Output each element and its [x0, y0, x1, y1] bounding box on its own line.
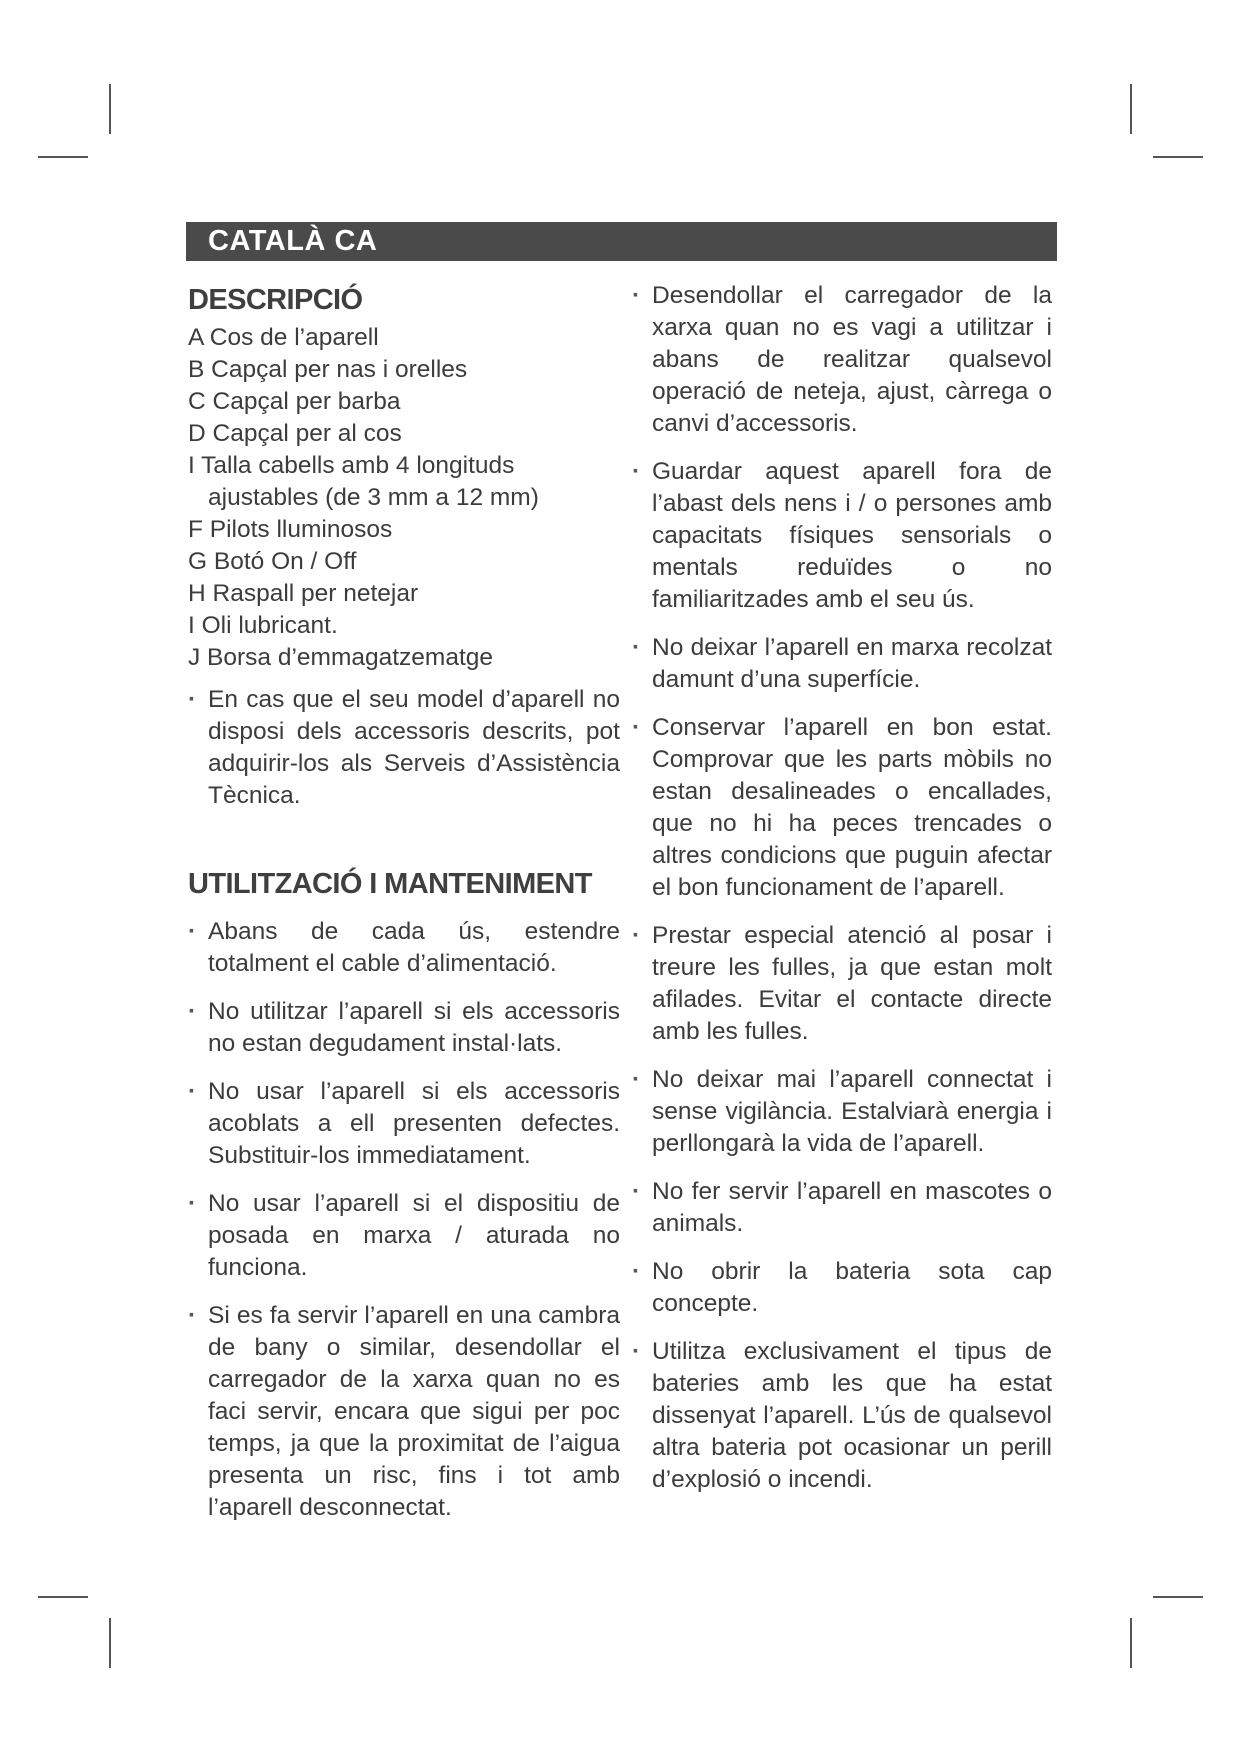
description-note-list [188, 684, 620, 812]
usage-item: · No utilitzar l’aparell si els accessoris no estan degudament instal·lats. [188, 996, 620, 1060]
part-item: G Botó On / Off [188, 548, 357, 575]
description-title: DESCRIPCIÓ [188, 284, 363, 316]
accessories-note: · En cas que el seu model d’aparell no disposi dels accessoris descrits, pot adquirir-los als Serveis d’Assistència Tècnica. [188, 684, 620, 812]
crop-mark [1153, 156, 1203, 158]
language-header: CATALÀ CA [186, 222, 1057, 261]
usage-item: · No usar l’aparell si el dispositiu de posada en marxa / aturada no funciona. [188, 1188, 620, 1284]
left-column [188, 280, 620, 1540]
part-item: F Pilots lluminosos [188, 516, 393, 543]
usage-item: · No deixar mai l’aparell connectat i sense vigilància. Estalviarà energia i perllongarà la vida de l’aparell. [632, 1064, 1052, 1160]
part-item: D Capçal per al cos [188, 420, 402, 447]
right-column [632, 280, 1052, 1512]
part-item: I Talla cabells amb 4 longituds ajustables (de 3 mm a 12 mm) [188, 452, 539, 511]
part-item: I Oli lubricant. [188, 612, 338, 639]
usage-item: · Si es fa servir l’aparell en una cambra de bany o similar, desendollar el carregador de la xarxa quan no es faci servir, encara que sigui per poc temps, ja que la proximitat de l’aigua presenta un risc, fins i tot amb l’aparell desconnectat. [188, 1300, 620, 1524]
usage-item: · Abans de cada ús, estendre totalment el cable d’alimentació. [188, 916, 620, 980]
crop-mark [1153, 1596, 1203, 1598]
usage-item: · Guardar aquest aparell fora de l’abast dels nens i / o persones amb capacitats físiques sensorials o mentals reduïdes o no familiaritzades amb el seu ús. [632, 456, 1052, 616]
part-item: H Raspall per netejar [188, 580, 419, 607]
crop-mark [109, 84, 111, 134]
usage-item: · No obrir la bateria sota cap concepte. [632, 1256, 1052, 1320]
usage-item: · Desendollar el carregador de la xarxa quan no es vagi a utilitzar i abans de realitzar qualsevol operació de neteja, ajust, càrrega o canvi d’accessoris. [632, 280, 1052, 440]
usage-list-left [188, 916, 620, 1524]
part-item: J Borsa d’emmagatzematge [188, 644, 494, 671]
usage-item: · No deixar l’aparell en marxa recolzat damunt d’una superfície. [632, 632, 1052, 696]
part-item: A Cos de l’aparell [188, 324, 379, 351]
usage-item: · Prestar especial atenció al posar i treure les fulles, ja que estan molt afilades. Evitar el contacte directe amb les fulles. [632, 920, 1052, 1048]
usage-item: · Conservar l’aparell en bon estat. Comprovar que les parts mòbils no estan desalineades o encallades, que no hi ha peces trencades o altres condicions que puguin afectar el bon funcionament de l’aparell. [632, 712, 1052, 904]
usage-item: · Utilitza exclusivament el tipus de bateries amb les que ha estat dissenyat l’aparell. L’ús de qualsevol altra bateria pot ocasionar un perill d’explosió o incendi. [632, 1336, 1052, 1496]
part-item: C Capçal per barba [188, 388, 401, 415]
crop-mark [109, 1618, 111, 1668]
crop-mark [38, 1596, 88, 1598]
usage-list-right [632, 280, 1052, 1496]
usage-item: · No fer servir l’aparell en mascotes o animals. [632, 1176, 1052, 1240]
crop-mark [1130, 84, 1132, 134]
crop-mark [1130, 1618, 1132, 1668]
crop-mark [38, 156, 88, 158]
part-item: B Capçal per nas i orelles [188, 356, 468, 383]
usage-item: · No usar l’aparell si els accessoris acoblats a ell presenten defectes. Substituir-los immediatament. [188, 1076, 620, 1172]
usage-title: UTILITZACIÓ I MANTENIMENT [188, 868, 592, 900]
parts-list [188, 322, 620, 674]
